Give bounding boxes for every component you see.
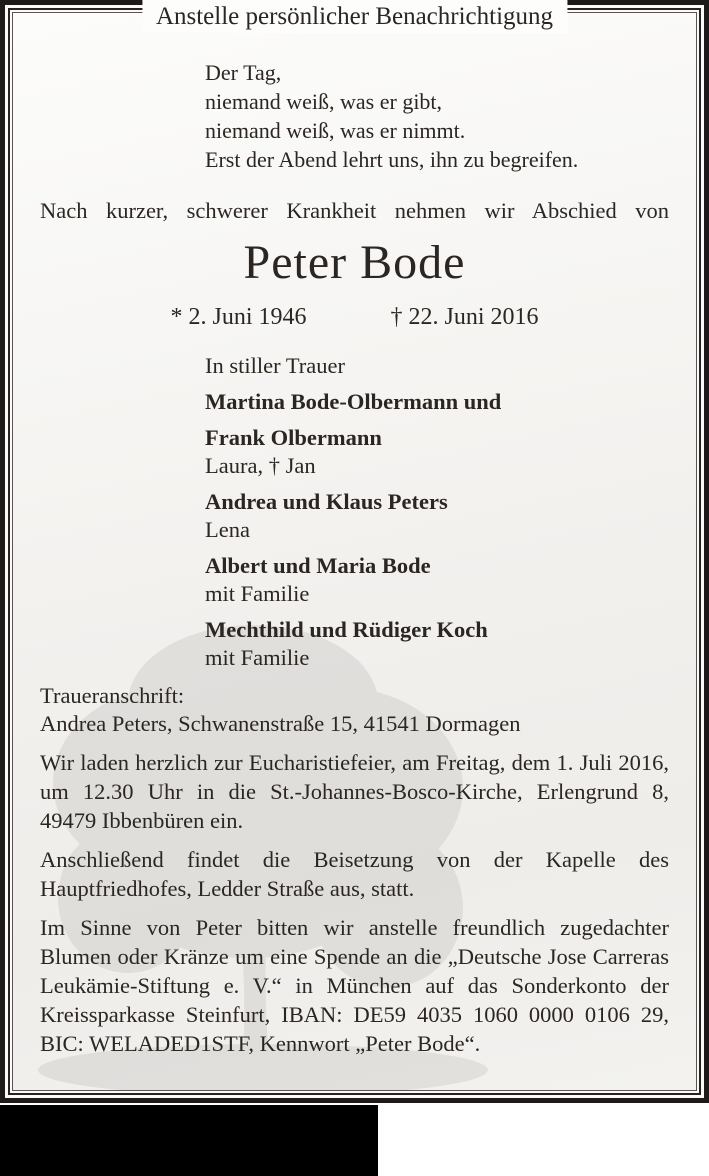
mourner-sub: mit Familie: [205, 645, 310, 670]
poem-line: niemand weiß, was er nimmt.: [205, 118, 466, 143]
mourner-sub: mit Familie: [205, 581, 310, 606]
mourner-entry: [205, 552, 669, 608]
death-date: † 22. Juni 2016: [390, 304, 539, 330]
mourner-name: Frank Olbermann: [205, 425, 382, 450]
poem-line: Der Tag,: [205, 60, 282, 85]
address-line: Andrea Peters, Schwanenstraße 15, 41541 Dormagen: [40, 711, 521, 736]
body-paragraph-service: Wir laden herzlich zur Eucharistiefeier, am Freitag, dem 1. Juli 2016, um 12.30 Uhr in die St.-Johannes-Bosco-Kirche, Erlengrund 8, 49479 Ibbenbüren ein.: [40, 750, 669, 833]
redaction-block: [0, 1105, 378, 1176]
life-dates: [40, 302, 669, 332]
mourner-name: Mechthild und Rüdiger Koch: [205, 617, 488, 642]
mourner-sub: Laura, † Jan: [205, 453, 316, 478]
mourner-entry: [205, 388, 669, 416]
mourner-sub: Lena: [205, 517, 250, 542]
body-paragraph-donation: Im Sinne von Peter bitten wir anstelle freundlich zugedachter Blumen oder Kränze um eine Spende an die „Deutsche Jose Carreras Leukämie-Stiftung e. V.“ in München auf das Sonderkonto der Kreissparkasse Steinfurt, IBAN: DE59 4035 1060 0000 0106 29, BIC: WELADED1STF, Kennwort „Peter Bode“.: [40, 915, 669, 1056]
body-paragraph-burial: Anschließend findet die Beisetzung von der Kapelle des Hauptfriedhofes, Ledder Straße aus, statt.: [40, 847, 669, 901]
poem-line: Erst der Abend lehrt uns, ihn zu begreifen.: [205, 147, 579, 172]
mourner-entry: [205, 424, 669, 480]
notice-header: Anstelle persönlicher Benachrichtigung: [142, 0, 567, 33]
poem: [205, 58, 669, 174]
mourner-entry: [205, 488, 669, 544]
mourner-entry: [205, 616, 669, 672]
mourners-section: [205, 352, 669, 672]
mourner-name: Andrea und Klaus Peters: [205, 489, 448, 514]
address-label: Traueranschrift:: [40, 683, 185, 708]
intro-text: Nach kurzer, schwerer Krankheit nehmen wir Abschied von: [40, 198, 669, 223]
birth-date: * 2. Juni 1946: [170, 304, 307, 330]
deceased-name: Peter Bode: [243, 236, 466, 289]
mourning-address: [40, 682, 669, 738]
poem-line: niemand weiß, was er gibt,: [205, 89, 443, 114]
mourner-name: Albert und Maria Bode: [205, 553, 431, 578]
mourning-intro: In stiller Trauer: [205, 353, 345, 378]
bottom-strip: [0, 1103, 709, 1176]
mourner-name: Martina Bode-Olbermann und: [205, 389, 502, 414]
